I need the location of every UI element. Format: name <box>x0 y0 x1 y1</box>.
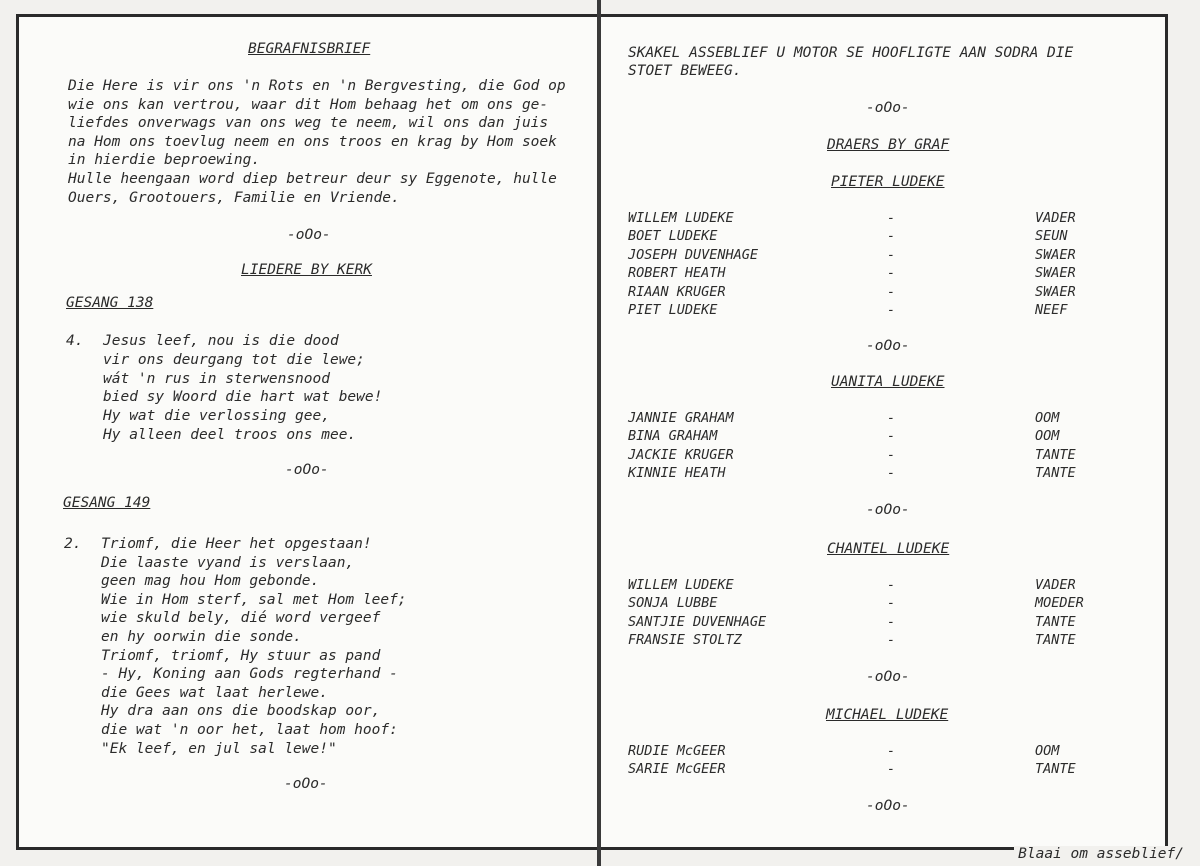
bearer-relation: OOM <box>1035 428 1060 445</box>
bearer-name: BINA GRAHAM <box>628 428 718 445</box>
bearer-name: SARIE McGEER <box>628 761 726 778</box>
text-line: geen mag hou Hom gebonde. <box>101 573 320 590</box>
hymns-heading: LIEDERE BY KERK <box>241 262 372 278</box>
hymn-2-title: GESANG 149 <box>63 495 151 511</box>
dash: - <box>887 246 896 263</box>
text-line: Hy alleen deel troos ons mee. <box>103 427 357 443</box>
bearer-name: JOSEPH DUVENHAGE <box>628 246 759 263</box>
text-line: SKAKEL ASSEBLIEF U MOTOR SE HOOFLIGTE AAN SODRA DIE <box>628 45 1074 61</box>
text-line: Die laaste vyand is verslaan, <box>101 554 355 571</box>
text-line: die Gees wat laat herlewe. <box>101 684 328 701</box>
bearer-name: WILLEM LUDEKE <box>628 210 734 226</box>
deceased-name: CHANTEL LUDEKE <box>827 541 950 557</box>
deceased-name: PIETER LUDEKE <box>831 174 945 190</box>
dash: - <box>887 761 896 778</box>
text-line: "Ek leef, en jul sal lewe!" <box>101 740 337 757</box>
bearers-heading: DRAERS BY GRAF <box>827 137 950 153</box>
dash: - <box>887 428 896 445</box>
bearer-relation: TANTE <box>1035 613 1076 630</box>
bearer-name: ROBERT HEATH <box>628 265 726 282</box>
bearer-relation: TANTE <box>1035 465 1076 482</box>
separator: -oOo- <box>866 797 910 814</box>
text-line: Hy wat die verlossing gee, <box>103 408 330 425</box>
text-line: Triomf, triomf, Hy stuur as pand <box>101 647 381 664</box>
dash: - <box>887 265 896 282</box>
document-title: BEGRAFNISBRIEF <box>248 41 371 57</box>
text-line: Die Here is vir ons 'n Rots en 'n Bergvesting, die God op <box>68 78 566 94</box>
bearer-relation: SWAER <box>1035 283 1076 300</box>
bearer-name: JACKIE KRUGER <box>628 446 734 463</box>
bearer-name: RIAAN KRUGER <box>628 283 726 300</box>
bearer-relation: MOEDER <box>1035 595 1084 612</box>
text-line: liefdes onverwags van ons weg te neem, wil ons dan juis <box>68 115 549 132</box>
bearer-name: SONJA LUBBE <box>628 595 718 612</box>
bearer-relation: OOM <box>1035 410 1060 426</box>
text-line: wát 'n rus in sterwensnood <box>103 370 330 387</box>
text-line: bied sy Woord die hart wat bewe! <box>103 389 383 406</box>
bearer-name: PIET LUDEKE <box>628 302 718 318</box>
text-line: na Hom ons toevlug neem en ons troos en krag by Hom soek <box>68 133 557 150</box>
bearer-relation: TANTE <box>1035 761 1076 778</box>
bearer-name: SANTJIE DUVENHAGE <box>628 613 767 630</box>
dash: - <box>887 577 896 593</box>
text-line: in hierdie beproewing. <box>68 152 261 169</box>
text-line: vir ons deurgang tot die lewe; <box>103 351 365 368</box>
bearer-name: RUDIE McGEER <box>628 743 726 759</box>
separator: -oOo- <box>866 100 910 116</box>
text-line: wie ons kan vertrou, waar dit Hom behaag het om ons ge- <box>68 96 549 113</box>
text-line: Hulle heengaan word diep betreur deur sy Eggenote, hulle <box>68 171 557 187</box>
deceased-name: MICHAEL LUDEKE <box>826 707 949 723</box>
text-line: Jesus leef, nou is die dood <box>103 333 339 349</box>
hymn-1-title: GESANG 138 <box>66 295 154 311</box>
separator: -oOo- <box>866 668 910 685</box>
text-line: Ouers, Grootouers, Familie en Vriende. <box>68 189 400 206</box>
separator: -oOo- <box>866 338 910 355</box>
separator: -oOo- <box>284 776 328 792</box>
text-line: STOET BEWEEG. <box>628 63 742 79</box>
bearer-relation: TANTE <box>1035 632 1076 649</box>
text-line: wie skuld bely, dié word vergeef <box>101 610 381 627</box>
dash: - <box>887 595 896 612</box>
bearer-name: FRANSIE STOLTZ <box>628 632 742 649</box>
dash: - <box>887 283 896 300</box>
page-fold <box>597 0 601 866</box>
bearer-relation: NEEF <box>1035 302 1068 318</box>
text-line: die wat 'n oor het, laat hom hoof: <box>101 722 398 738</box>
bearer-relation: OOM <box>1035 743 1060 759</box>
bearer-name: JANNIE GRAHAM <box>628 410 734 426</box>
bearer-relation: TANTE <box>1035 446 1076 463</box>
text-line: Hy dra aan ons die boodskap oor, <box>101 703 381 720</box>
separator: -oOo- <box>285 462 329 478</box>
separator: -oOo- <box>287 227 331 243</box>
hymn-2-verse-number: 2. <box>64 536 82 552</box>
dash: - <box>887 465 896 482</box>
bearer-name: KINNIE HEATH <box>628 465 726 482</box>
dash: - <box>887 302 896 318</box>
turn-page-note: Blaai om asseblief/ <box>1014 846 1188 862</box>
text-line: Triomf, die Heer het opgestaan! <box>101 536 372 552</box>
dash: - <box>887 410 896 426</box>
text-line: en hy oorwin die sonde. <box>101 629 302 645</box>
hymn-1-verse-number: 4. <box>66 333 84 349</box>
dash: - <box>887 743 896 759</box>
text-line: Wie in Hom sterf, sal met Hom leef; <box>101 591 407 608</box>
dash: - <box>887 228 896 245</box>
dash: - <box>887 446 896 463</box>
dash: - <box>887 613 896 630</box>
bearer-name: BOET LUDEKE <box>628 228 718 245</box>
bearer-relation: SEUN <box>1035 228 1068 245</box>
bearer-relation: SWAER <box>1035 265 1076 282</box>
bearer-relation: SWAER <box>1035 246 1076 263</box>
bearer-name: WILLEM LUDEKE <box>628 577 734 593</box>
bearer-relation: VADER <box>1035 577 1076 593</box>
text-line: - Hy, Koning aan Gods regterhand - <box>101 666 398 683</box>
deceased-name: UANITA LUDEKE <box>831 374 945 390</box>
dash: - <box>887 210 896 226</box>
separator: -oOo- <box>866 501 910 518</box>
dash: - <box>887 632 896 649</box>
bearer-relation: VADER <box>1035 210 1076 226</box>
